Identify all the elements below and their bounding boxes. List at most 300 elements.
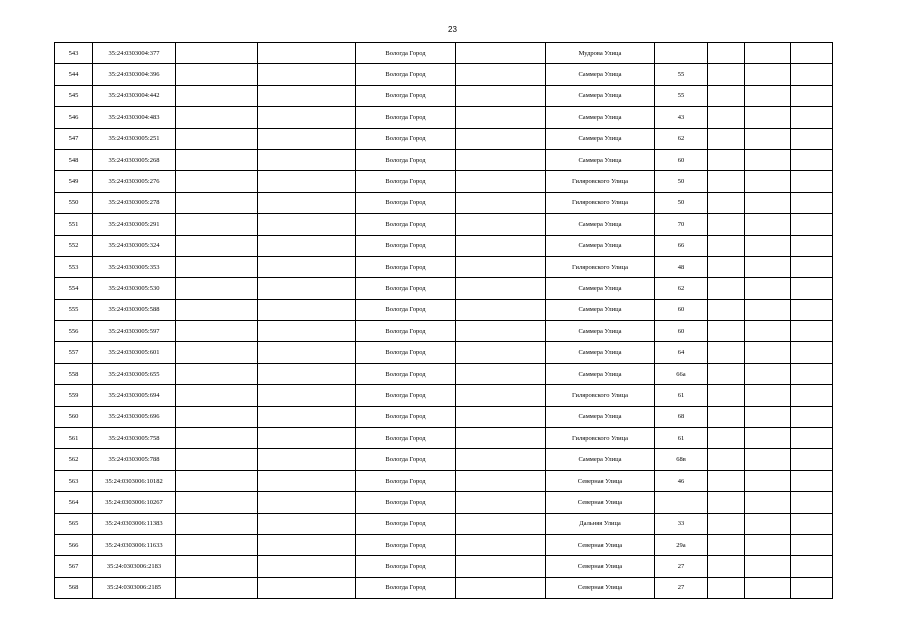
cadastral-number-cell: 35:24:0303005:324: [93, 235, 176, 256]
blank-cell: [708, 85, 745, 106]
blank-cell: [176, 342, 258, 363]
blank-cell: [258, 363, 356, 384]
blank-cell: [176, 513, 258, 534]
blank-cell: [176, 556, 258, 577]
blank-cell: [791, 107, 833, 128]
street-cell: Северная Улица: [546, 577, 655, 598]
cadastral-number-cell: 35:24:0303005:597: [93, 321, 176, 342]
house-number-cell: 27: [655, 577, 708, 598]
street-cell: Саммера Улица: [546, 64, 655, 85]
row-number-cell: 567: [55, 556, 93, 577]
row-number-cell: 543: [55, 43, 93, 64]
house-number-cell: 48: [655, 256, 708, 277]
blank-cell: [745, 107, 791, 128]
table-row: [55, 556, 833, 577]
row-number-cell: 547: [55, 128, 93, 149]
blank-cell: [708, 556, 745, 577]
cadastral-number-cell: 35:24:0303004:377: [93, 43, 176, 64]
blank-cell: [258, 513, 356, 534]
house-number-cell: 70: [655, 214, 708, 235]
settlement-cell: Вологда Город: [356, 107, 456, 128]
blank-cell: [456, 534, 546, 555]
blank-cell: [456, 214, 546, 235]
blank-cell: [745, 449, 791, 470]
blank-cell: [708, 577, 745, 598]
street-cell: Мудрова Улица: [546, 43, 655, 64]
blank-cell: [456, 513, 546, 534]
blank-cell: [176, 107, 258, 128]
blank-cell: [791, 64, 833, 85]
street-cell: Саммера Улица: [546, 85, 655, 106]
cadastral-number-cell: 35:24:0303005:251: [93, 128, 176, 149]
street-cell: Гиляровского Улица: [546, 428, 655, 449]
blank-cell: [791, 43, 833, 64]
blank-cell: [258, 85, 356, 106]
blank-cell: [708, 363, 745, 384]
cadastral-number-cell: 35:24:0303005:758: [93, 428, 176, 449]
cadastral-number-cell: 35:24:0303006:11633: [93, 534, 176, 555]
blank-cell: [708, 149, 745, 170]
cadastral-number-cell: 35:24:0303005:788: [93, 449, 176, 470]
street-cell: Северная Улица: [546, 492, 655, 513]
blank-cell: [456, 385, 546, 406]
table-row: [55, 342, 833, 363]
table-row: [55, 256, 833, 277]
blank-cell: [745, 385, 791, 406]
settlement-cell: Вологда Город: [356, 278, 456, 299]
blank-cell: [791, 406, 833, 427]
street-cell: Саммера Улица: [546, 235, 655, 256]
cadastral-number-cell: 35:24:0303006:10267: [93, 492, 176, 513]
blank-cell: [708, 406, 745, 427]
blank-cell: [745, 192, 791, 213]
blank-cell: [745, 492, 791, 513]
blank-cell: [176, 534, 258, 555]
blank-cell: [745, 342, 791, 363]
blank-cell: [176, 171, 258, 192]
row-number-cell: 564: [55, 492, 93, 513]
blank-cell: [176, 492, 258, 513]
blank-cell: [456, 107, 546, 128]
blank-cell: [745, 85, 791, 106]
cadastral-number-cell: 35:24:0303005:353: [93, 256, 176, 277]
blank-cell: [258, 385, 356, 406]
blank-cell: [745, 256, 791, 277]
blank-cell: [708, 385, 745, 406]
blank-cell: [176, 192, 258, 213]
row-number-cell: 556: [55, 321, 93, 342]
row-number-cell: 562: [55, 449, 93, 470]
blank-cell: [791, 85, 833, 106]
blank-cell: [708, 492, 745, 513]
table-row: [55, 214, 833, 235]
blank-cell: [258, 171, 356, 192]
row-number-cell: 548: [55, 149, 93, 170]
blank-cell: [176, 577, 258, 598]
house-number-cell: 61: [655, 428, 708, 449]
blank-cell: [258, 406, 356, 427]
table-row: [55, 428, 833, 449]
table-row: [55, 171, 833, 192]
cadastral-number-cell: 35:24:0303005:655: [93, 363, 176, 384]
blank-cell: [176, 385, 258, 406]
house-number-cell: 27: [655, 556, 708, 577]
blank-cell: [258, 192, 356, 213]
blank-cell: [456, 43, 546, 64]
blank-cell: [456, 406, 546, 427]
house-number-cell: 55: [655, 64, 708, 85]
blank-cell: [745, 577, 791, 598]
cadastral-number-cell: 35:24:0303005:268: [93, 149, 176, 170]
blank-cell: [791, 149, 833, 170]
settlement-cell: Вологда Город: [356, 342, 456, 363]
blank-cell: [708, 278, 745, 299]
blank-cell: [791, 256, 833, 277]
house-number-cell: 62: [655, 128, 708, 149]
cadastral-number-cell: 35:24:0303006:2185: [93, 577, 176, 598]
cadastral-number-cell: 35:24:0303005:696: [93, 406, 176, 427]
blank-cell: [176, 321, 258, 342]
blank-cell: [708, 321, 745, 342]
settlement-cell: Вологда Город: [356, 513, 456, 534]
row-number-cell: 554: [55, 278, 93, 299]
table-row: [55, 470, 833, 491]
blank-cell: [745, 214, 791, 235]
row-number-cell: 568: [55, 577, 93, 598]
blank-cell: [176, 406, 258, 427]
cadastral-number-cell: 35:24:0303005:291: [93, 214, 176, 235]
cadastral-number-cell: 35:24:0303006:2183: [93, 556, 176, 577]
blank-cell: [456, 299, 546, 320]
settlement-cell: Вологда Город: [356, 492, 456, 513]
settlement-cell: Вологда Город: [356, 534, 456, 555]
settlement-cell: Вологда Город: [356, 214, 456, 235]
table-row: [55, 492, 833, 513]
blank-cell: [708, 128, 745, 149]
settlement-cell: Вологда Город: [356, 256, 456, 277]
blank-cell: [258, 107, 356, 128]
settlement-cell: Вологда Город: [356, 321, 456, 342]
row-number-cell: 550: [55, 192, 93, 213]
table-row: [55, 513, 833, 534]
blank-cell: [708, 171, 745, 192]
blank-cell: [745, 299, 791, 320]
blank-cell: [745, 321, 791, 342]
table-row: [55, 43, 833, 64]
table-row: [55, 85, 833, 106]
blank-cell: [708, 470, 745, 491]
cadastral-number-cell: 35:24:0303006:10182: [93, 470, 176, 491]
blank-cell: [708, 342, 745, 363]
blank-cell: [708, 214, 745, 235]
house-number-cell: 29а: [655, 534, 708, 555]
house-number-cell: 33: [655, 513, 708, 534]
settlement-cell: Вологда Город: [356, 171, 456, 192]
blank-cell: [745, 363, 791, 384]
row-number-cell: 566: [55, 534, 93, 555]
street-cell: Саммера Улица: [546, 363, 655, 384]
cadastral-number-cell: 35:24:0303004:483: [93, 107, 176, 128]
street-cell: Гиляровского Улица: [546, 171, 655, 192]
blank-cell: [258, 342, 356, 363]
table-row: [55, 192, 833, 213]
blank-cell: [791, 492, 833, 513]
house-number-cell: 60: [655, 299, 708, 320]
house-number-cell: 61: [655, 385, 708, 406]
house-number-cell: 60: [655, 149, 708, 170]
blank-cell: [176, 214, 258, 235]
blank-cell: [456, 278, 546, 299]
house-number-cell: [655, 492, 708, 513]
blank-cell: [176, 149, 258, 170]
blank-cell: [791, 192, 833, 213]
settlement-cell: Вологда Город: [356, 149, 456, 170]
settlement-cell: Вологда Город: [356, 64, 456, 85]
row-number-cell: 563: [55, 470, 93, 491]
row-number-cell: 565: [55, 513, 93, 534]
blank-cell: [708, 534, 745, 555]
blank-cell: [791, 299, 833, 320]
blank-cell: [176, 235, 258, 256]
cadastral-number-cell: 35:24:0303006:11383: [93, 513, 176, 534]
street-cell: Саммера Улица: [546, 214, 655, 235]
blank-cell: [456, 128, 546, 149]
cadastral-number-cell: 35:24:0303004:442: [93, 85, 176, 106]
blank-cell: [456, 321, 546, 342]
blank-cell: [791, 470, 833, 491]
blank-cell: [708, 64, 745, 85]
blank-cell: [708, 256, 745, 277]
page-number: 23: [448, 25, 457, 34]
blank-cell: [258, 492, 356, 513]
row-number-cell: 561: [55, 428, 93, 449]
blank-cell: [176, 428, 258, 449]
row-number-cell: 555: [55, 299, 93, 320]
table-row: [55, 363, 833, 384]
street-cell: Саммера Улица: [546, 107, 655, 128]
blank-cell: [176, 278, 258, 299]
street-cell: Северная Улица: [546, 470, 655, 491]
blank-cell: [258, 149, 356, 170]
blank-cell: [258, 64, 356, 85]
blank-cell: [791, 171, 833, 192]
settlement-cell: Вологда Город: [356, 577, 456, 598]
blank-cell: [456, 192, 546, 213]
blank-cell: [791, 235, 833, 256]
table-row: [55, 534, 833, 555]
settlement-cell: Вологда Город: [356, 128, 456, 149]
house-number-cell: 50: [655, 171, 708, 192]
blank-cell: [456, 342, 546, 363]
blank-cell: [708, 107, 745, 128]
blank-cell: [176, 299, 258, 320]
blank-cell: [708, 299, 745, 320]
blank-cell: [456, 256, 546, 277]
blank-cell: [456, 577, 546, 598]
blank-cell: [176, 43, 258, 64]
blank-cell: [745, 278, 791, 299]
row-number-cell: 546: [55, 107, 93, 128]
table-row: [55, 128, 833, 149]
house-number-cell: 66: [655, 235, 708, 256]
house-number-cell: 46: [655, 470, 708, 491]
house-number-cell: [655, 43, 708, 64]
street-cell: Саммера Улица: [546, 342, 655, 363]
blank-cell: [176, 470, 258, 491]
house-number-cell: 68в: [655, 449, 708, 470]
blank-cell: [456, 149, 546, 170]
blank-cell: [258, 449, 356, 470]
table-row: [55, 577, 833, 598]
blank-cell: [791, 321, 833, 342]
table-row: [55, 385, 833, 406]
settlement-cell: Вологда Город: [356, 406, 456, 427]
blank-cell: [745, 428, 791, 449]
row-number-cell: 551: [55, 214, 93, 235]
settlement-cell: Вологда Город: [356, 385, 456, 406]
cadastral-number-cell: 35:24:0303005:276: [93, 171, 176, 192]
blank-cell: [176, 64, 258, 85]
blank-cell: [176, 449, 258, 470]
cadastral-number-cell: 35:24:0303005:601: [93, 342, 176, 363]
house-number-cell: 50: [655, 192, 708, 213]
table-body: [55, 43, 833, 599]
street-cell: Саммера Улица: [546, 299, 655, 320]
blank-cell: [745, 64, 791, 85]
blank-cell: [176, 256, 258, 277]
blank-cell: [456, 64, 546, 85]
blank-cell: [708, 449, 745, 470]
table-row: [55, 235, 833, 256]
row-number-cell: 558: [55, 363, 93, 384]
row-number-cell: 552: [55, 235, 93, 256]
blank-cell: [791, 342, 833, 363]
street-cell: Саммера Улица: [546, 321, 655, 342]
row-number-cell: 559: [55, 385, 93, 406]
settlement-cell: Вологда Город: [356, 235, 456, 256]
table-row: [55, 321, 833, 342]
street-cell: Дальняя Улица: [546, 513, 655, 534]
blank-cell: [745, 556, 791, 577]
blank-cell: [258, 235, 356, 256]
street-cell: Саммера Улица: [546, 278, 655, 299]
table-row: [55, 149, 833, 170]
property-registry-table: [54, 42, 833, 599]
blank-cell: [456, 235, 546, 256]
street-cell: Гиляровского Улица: [546, 385, 655, 406]
blank-cell: [708, 192, 745, 213]
blank-cell: [258, 299, 356, 320]
blank-cell: [258, 577, 356, 598]
settlement-cell: Вологда Город: [356, 428, 456, 449]
blank-cell: [791, 513, 833, 534]
street-cell: Саммера Улица: [546, 149, 655, 170]
row-number-cell: 545: [55, 85, 93, 106]
table-row: [55, 449, 833, 470]
blank-cell: [708, 513, 745, 534]
blank-cell: [176, 85, 258, 106]
house-number-cell: 55: [655, 85, 708, 106]
blank-cell: [258, 428, 356, 449]
blank-cell: [456, 363, 546, 384]
settlement-cell: Вологда Город: [356, 299, 456, 320]
street-cell: Саммера Улица: [546, 128, 655, 149]
blank-cell: [456, 470, 546, 491]
settlement-cell: Вологда Город: [356, 363, 456, 384]
row-number-cell: 549: [55, 171, 93, 192]
settlement-cell: Вологда Город: [356, 470, 456, 491]
street-cell: Северная Улица: [546, 534, 655, 555]
blank-cell: [745, 171, 791, 192]
cadastral-number-cell: 35:24:0303005:588: [93, 299, 176, 320]
street-cell: Гиляровского Улица: [546, 192, 655, 213]
blank-cell: [791, 428, 833, 449]
table-row: [55, 299, 833, 320]
blank-cell: [258, 556, 356, 577]
blank-cell: [745, 43, 791, 64]
blank-cell: [791, 577, 833, 598]
blank-cell: [456, 171, 546, 192]
blank-cell: [258, 534, 356, 555]
table-row: [55, 64, 833, 85]
blank-cell: [745, 128, 791, 149]
blank-cell: [791, 449, 833, 470]
blank-cell: [176, 363, 258, 384]
blank-cell: [258, 128, 356, 149]
cadastral-number-cell: 35:24:0303005:530: [93, 278, 176, 299]
blank-cell: [791, 556, 833, 577]
blank-cell: [745, 513, 791, 534]
settlement-cell: Вологда Город: [356, 85, 456, 106]
settlement-cell: Вологда Город: [356, 43, 456, 64]
blank-cell: [745, 235, 791, 256]
house-number-cell: 62: [655, 278, 708, 299]
blank-cell: [258, 470, 356, 491]
settlement-cell: Вологда Город: [356, 449, 456, 470]
table-row: [55, 107, 833, 128]
blank-cell: [745, 470, 791, 491]
street-cell: Саммера Улица: [546, 449, 655, 470]
street-cell: Северная Улица: [546, 556, 655, 577]
street-cell: Саммера Улица: [546, 406, 655, 427]
settlement-cell: Вологда Город: [356, 192, 456, 213]
blank-cell: [708, 235, 745, 256]
table-row: [55, 406, 833, 427]
house-number-cell: 66а: [655, 363, 708, 384]
blank-cell: [745, 534, 791, 555]
blank-cell: [456, 556, 546, 577]
cadastral-number-cell: 35:24:0303005:694: [93, 385, 176, 406]
blank-cell: [791, 385, 833, 406]
cadastral-number-cell: 35:24:0303005:278: [93, 192, 176, 213]
house-number-cell: 64: [655, 342, 708, 363]
blank-cell: [258, 256, 356, 277]
blank-cell: [456, 492, 546, 513]
house-number-cell: 68: [655, 406, 708, 427]
row-number-cell: 560: [55, 406, 93, 427]
blank-cell: [708, 428, 745, 449]
blank-cell: [791, 128, 833, 149]
blank-cell: [791, 214, 833, 235]
settlement-cell: Вологда Город: [356, 556, 456, 577]
blank-cell: [258, 214, 356, 235]
blank-cell: [456, 449, 546, 470]
blank-cell: [791, 278, 833, 299]
blank-cell: [791, 534, 833, 555]
row-number-cell: 553: [55, 256, 93, 277]
cadastral-number-cell: 35:24:0303004:396: [93, 64, 176, 85]
blank-cell: [791, 363, 833, 384]
